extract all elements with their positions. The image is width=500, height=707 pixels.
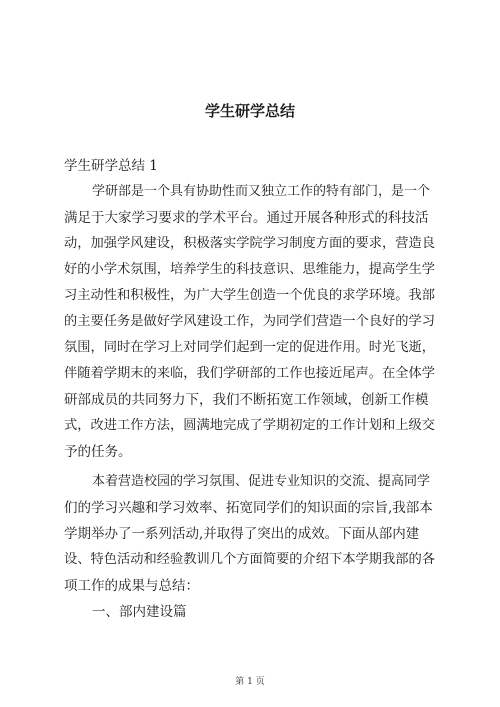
paragraph-1-line: 式，改进工作方法，圆满地完成了学期初定的工作计划和上级交 [64, 418, 436, 433]
paragraph-1-line: 学研部是一个具有协助性而又独立工作的特有部门，是一个 [92, 184, 431, 199]
paragraph-2-line: 们的学习兴趣和学习效率、拓宽同学们的知识面的宗旨,我部本 [64, 500, 433, 516]
paragraph-1-line: 动，加强学风建设，积极落实学院学习制度方面的要求，营造良 [64, 236, 436, 251]
paragraph-2-line: 本着营造校园的学习氛围、促进专业知识的交流、提高同学 [92, 474, 431, 489]
paragraph-1-line: 习主动性和积极性，为广大学生创造一个优良的求学环境。我部 [64, 288, 436, 303]
paragraph-1-line: 研部成员的共同努力下，我们不断拓宽工作领域，创新工作模 [64, 392, 429, 408]
paragraph-1-line: 予的任务。 [64, 444, 132, 460]
section-heading: 学生研学总结 1 [64, 158, 158, 174]
paragraph-1-line: 满足于大家学习要求的学术平台。通过开展各种形式的科技活 [64, 210, 429, 226]
paragraph-1-line: 伴随着学期末的来临，我们学研部的工作也接近尾声。在全体学 [64, 366, 436, 381]
page-number: 第 1 页 [235, 677, 265, 687]
paragraph-2-line: 学期举办了一系列活动,并取得了突出的成效。下面从部内建 [64, 526, 420, 542]
subheading: 一、部内建设篇 [92, 604, 187, 620]
paragraph-1-line: 的主要任务是做好学风建设工作，为同学们营造一个良好的学习 [64, 314, 436, 329]
paragraph-1-line: 好的小学术氛围，培养学生的科技意识、思维能力，提高学生学 [64, 262, 436, 277]
document-title: 学生研学总结 [204, 102, 295, 120]
paragraph-1-line: 氛围，同时在学习上对同学们起到一定的促进作用。时光飞逝， [64, 340, 436, 355]
paragraph-2-line: 设、特色活动和经验教训几个方面简要的介绍下本学期我部的各 [64, 552, 436, 567]
paragraph-2-line: 项工作的成果与总结： [64, 578, 199, 594]
